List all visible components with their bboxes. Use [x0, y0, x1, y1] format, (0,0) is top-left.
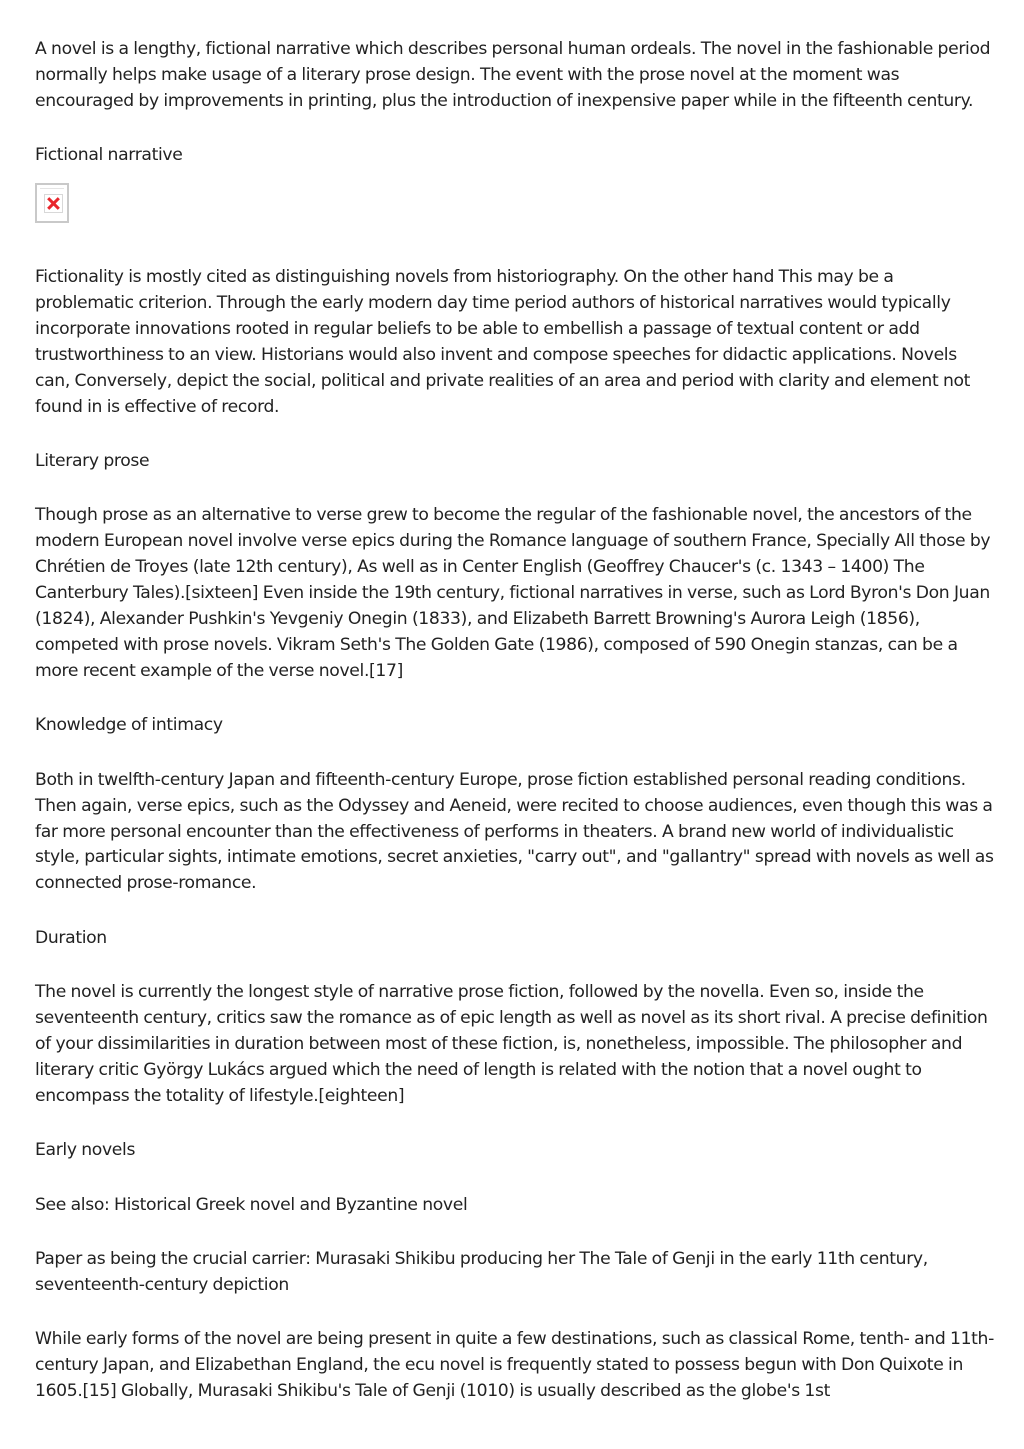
see-also-note: See also: Historical Greek novel and Byzantine novel: [35, 1194, 468, 1215]
early-novels-paragraph: While early forms of the novel are being present in quite a few destinations, such as classical Rome, tenth- and 11th-century Japan, and Elizabethan England, the ecu novel is frequently stated to possess begun with Don Quixote in 1605.[15] Globally, Murasaki Shikibu's Tale of Genji (1010) is usually described as the globe's 1st: [35, 1329, 994, 1402]
heading-literary-prose: Literary prose: [35, 451, 150, 472]
close-icon: [44, 194, 63, 213]
article-body: [35, 37, 995, 1434]
heading-duration: Duration: [35, 927, 107, 948]
duration-paragraph: The novel is currently the longest style of narrative prose fiction, followed by the novella. Even so, inside the seventeenth century, critics saw the romance as of epic length as well as novel as its short rival. A precise definition of your dissimilarities in duration between most of these fiction, is, nonetheless, impossible. The philosopher and literary critic György Lukács argued which the need of length is related with the notion that a novel ought to encompass the totality of lifestyle.[eighteen]: [35, 982, 988, 1106]
heading-early-novels: Early novels: [35, 1140, 136, 1161]
fictional-narrative-paragraph: Fictionality is mostly cited as distinguishing novels from historiography. On the other hand This may be a problematic criterion. Through the early modern day time period authors of historical narratives would typically incorporate innovations rooted in regular beliefs to be able to embellish a passage of textual content or add trustworthiness to an view. Historians would also invent and compose speeches for didactic applications. Novels can, Conversely, depict the social, political and private realities of an area and period with clarity and element not found in is effective of record.: [35, 267, 971, 417]
intro-paragraph: A novel is a lengthy, fictional narrative which describes personal human ordeals. The novel in the fashionable period normally helps make usage of a literary prose design. The event with the prose novel at the moment was encouraged by improvements in printing, plus the introduction of inexpensive paper while in the fifteenth century.: [35, 39, 991, 111]
intimacy-paragraph: Both in twelfth-century Japan and fifteenth-century Europe, prose fiction established personal reading conditions. Then again, verse epics, such as the Odyssey and Aeneid, were recited to choose audiences, even though this was a far more personal encounter than the effectiveness of performs in theaters. A brand new world of individualistic style, particular sights, intimate emotions, secret anxieties, "carry out", and "gallantry" spread with novels as well as connected prose-romance.: [35, 769, 994, 894]
heading-fictional-narrative: Fictional narrative: [35, 145, 183, 166]
heading-knowledge-of-intimacy: Knowledge of intimacy: [35, 715, 223, 736]
literary-prose-paragraph: Though prose as an alternative to verse grew to become the regular of the fashionable novel, the ancestors of the modern European novel involve verse epics during the Romance language of southern France, Specially All those by Chrétien de Troyes (late 12th century), As well as in Center English (Geoffrey Chaucer's (c. 1343 – 1400) The Canterbury Tales).[sixteen] Even inside the 19th century, fictional narratives in verse, such as Lord Byron's Don Juan (1824), Alexander Pushkin's Yevgeniy Onegin (1833), and Elizabeth Barrett Browning's Aurora Leigh (1856), competed with prose novels. Vikram Seth's The Golden Gate (1986), composed of 590 Onegin stanzas, can be a more recent example of the verse novel.[17]: [35, 505, 991, 681]
image-caption: Paper as being the crucial carrier: Murasaki Shikibu producing her The Tale of Genji in the early 11th century, seventeenth-century depiction: [35, 1249, 928, 1295]
broken-image-icon: [35, 183, 69, 223]
